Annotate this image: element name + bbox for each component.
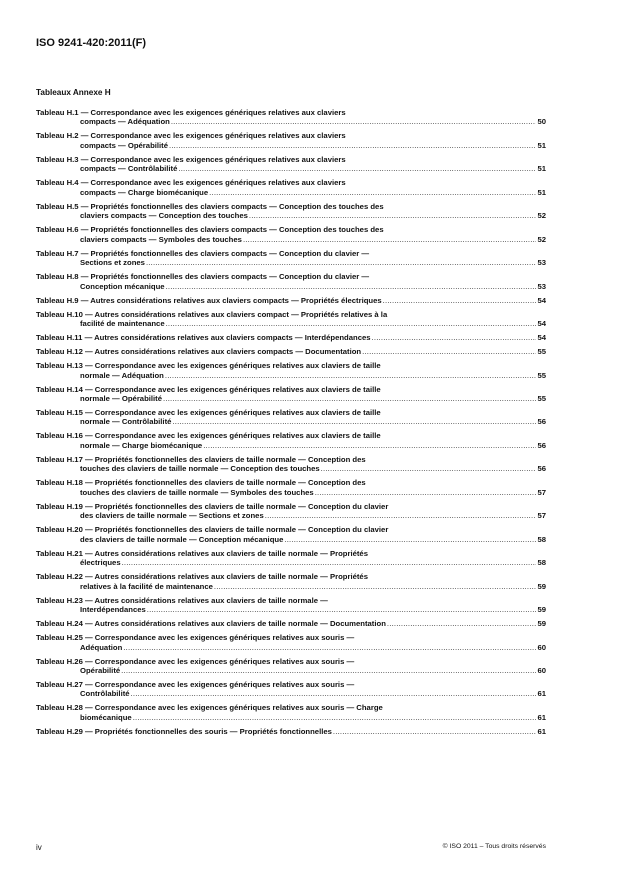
- toc-entry-text: Sections et zones: [80, 258, 145, 268]
- toc-dot-leader: [203, 441, 536, 450]
- toc-entry-title-line: Tableau H.10 — Autres considérations relatives aux claviers compact — Propriétés relatives à la: [36, 309, 388, 319]
- toc-entry-text: normale — Contrôlabilité: [80, 417, 172, 427]
- toc-page-number: 59: [537, 619, 546, 629]
- toc-entry[interactable]: [36, 202, 546, 221]
- toc-entry-final-line: [36, 727, 546, 736]
- toc-entry[interactable]: [36, 502, 546, 521]
- toc-entry-final-line: [36, 619, 546, 628]
- toc-entry[interactable]: [36, 680, 546, 699]
- toc-entry-final-line: [36, 666, 546, 675]
- toc-page-number: 52: [537, 234, 546, 244]
- toc-entry-text: claviers compacts — Symboles des touches: [80, 234, 242, 244]
- toc-dot-leader: [171, 117, 537, 126]
- toc-entry-title-line: Tableau H.4 — Correspondance avec les exigences génériques relatives aux claviers: [36, 178, 346, 188]
- toc-page-number: 55: [537, 347, 546, 357]
- toc-entry-text: touches des claviers de taille normale — Symboles des touches: [80, 487, 314, 497]
- toc-entry-final-line: [36, 713, 546, 722]
- toc-dot-leader: [209, 188, 536, 197]
- toc-entry-final-line: [36, 488, 546, 497]
- toc-entry[interactable]: [36, 225, 546, 244]
- toc-entry-title-line: Tableau H.14 — Correspondance avec les exigences génériques relatives aux claviers de taille: [36, 384, 381, 394]
- toc-entry-title-line: Tableau H.8 — Propriétés fonctionnelles des claviers compacts — Conception du clavier —: [36, 272, 370, 282]
- toc-page-number: 56: [537, 464, 546, 474]
- toc-entry-title-line: Tableau H.7 — Propriétés fonctionnelles des claviers compacts — Conception du clavier —: [36, 248, 370, 258]
- toc-entry[interactable]: [36, 296, 546, 305]
- toc-entry-final-line: [36, 511, 546, 520]
- toc-entry-title-line: Tableau H.5 — Propriétés fonctionnelles des claviers compacts — Conception des touches des: [36, 201, 384, 211]
- toc-entry[interactable]: [36, 131, 546, 150]
- toc-entry[interactable]: [36, 549, 546, 568]
- toc-page-number: 55: [537, 393, 546, 403]
- toc-dot-leader: [172, 417, 536, 426]
- toc-entry-final-line: [36, 211, 546, 220]
- toc-entry[interactable]: [36, 178, 546, 197]
- toc-page-number: 58: [537, 558, 546, 568]
- toc-dot-leader: [372, 333, 537, 342]
- toc-entry[interactable]: [36, 455, 546, 474]
- toc-entry-title-line: Tableau H.6 — Propriétés fonctionnelles des claviers compacts — Conception des touches des: [36, 225, 384, 235]
- toc-page-number: 56: [537, 417, 546, 427]
- toc-entry[interactable]: [36, 657, 546, 676]
- toc-dot-leader: [315, 488, 537, 497]
- toc-entry[interactable]: [36, 596, 546, 615]
- toc-entry-title-line: Tableau H.22 — Autres considérations relatives aux claviers de taille normale — Propriétés: [36, 572, 368, 582]
- toc-entry[interactable]: [36, 310, 546, 329]
- toc-dot-leader: [362, 347, 536, 356]
- toc-entry-title-line: Tableau H.27 — Correspondance avec les exigences génériques relatives aux souris —: [36, 679, 355, 689]
- toc-entry-text: normale — Adéquation: [80, 370, 164, 380]
- toc-entry[interactable]: [36, 727, 546, 736]
- copyright-notice: © ISO 2011 – Tous droits réservés: [442, 843, 546, 850]
- toc-entry-text: Interdépendances: [80, 605, 146, 615]
- toc-entry-final-line: [36, 319, 546, 328]
- toc-entry-final-line: [36, 417, 546, 426]
- toc-page-number: 57: [537, 487, 546, 497]
- toc-entry-title-line: Tableau H.23 — Autres considérations relatives aux claviers de taille normale —: [36, 595, 328, 605]
- toc-dot-leader: [146, 258, 537, 267]
- toc-dot-leader: [169, 141, 536, 150]
- toc-page-number: 60: [537, 642, 546, 652]
- toc-entry[interactable]: [36, 361, 546, 380]
- toc-entry-title-line: Tableau H.15 — Correspondance avec les exigences génériques relatives aux claviers de taille: [36, 407, 381, 417]
- toc-entry-final-line: [36, 582, 546, 591]
- toc-dot-leader: [147, 605, 537, 614]
- toc-entry-final-line: [36, 689, 546, 698]
- toc-page-number: 58: [537, 534, 546, 544]
- toc-entry[interactable]: [36, 347, 546, 356]
- toc-page-number: 61: [537, 712, 546, 722]
- toc-entry-final-line: [36, 164, 546, 173]
- toc-entry-final-line: [36, 296, 546, 305]
- document-id-header: ISO 9241-420:2011(F): [36, 37, 147, 49]
- toc-entry-title-line: Tableau H.28 — Correspondance avec les exigences génériques relatives aux souris — Charge: [36, 703, 383, 713]
- toc-dot-leader: [166, 319, 537, 328]
- toc-page-number: 51: [537, 187, 546, 197]
- toc-entry-final-line: [36, 535, 546, 544]
- page-number: iv: [36, 843, 42, 852]
- toc-dot-leader: [243, 235, 537, 244]
- toc-entry[interactable]: [36, 619, 546, 628]
- toc-entry-text: Conception mécanique: [80, 281, 165, 291]
- toc-entry-final-line: [36, 394, 546, 403]
- toc-dot-leader: [383, 296, 537, 305]
- toc-dot-leader: [249, 211, 537, 220]
- toc-page-number: 54: [537, 319, 546, 329]
- toc-dot-leader: [321, 464, 537, 473]
- toc-dot-leader: [165, 371, 537, 380]
- toc-entry-text: biomécanique: [80, 712, 132, 722]
- toc-entry-text: Opérabilité: [80, 665, 121, 675]
- toc-entry-title-line: Tableau H.20 — Propriétés fonctionnelles des claviers de taille normale — Conception du clavier: [36, 525, 389, 535]
- toc-entry[interactable]: [36, 155, 546, 174]
- toc-entry[interactable]: [36, 385, 546, 404]
- toc-entry-title-line: Tableau H.26 — Correspondance avec les exigences génériques relatives aux souris —: [36, 656, 355, 666]
- toc-page-number: 57: [537, 511, 546, 521]
- toc-dot-leader: [284, 535, 536, 544]
- toc-entry[interactable]: [36, 431, 546, 450]
- toc-page-number: 59: [537, 605, 546, 615]
- toc-entry-final-line: [36, 188, 546, 197]
- toc-entry-final-line: [36, 347, 546, 356]
- table-of-tables: [36, 108, 546, 741]
- toc-dot-leader: [121, 666, 536, 675]
- toc-page-number: 54: [537, 333, 546, 343]
- toc-entry-text: Tableau H.29 — Propriétés fonctionnelles des souris — Propriétés fonctionnelles: [36, 726, 332, 736]
- toc-entry-title-line: Tableau H.16 — Correspondance avec les exigences génériques relatives aux claviers de taille: [36, 431, 381, 441]
- toc-page-number: 54: [537, 295, 546, 305]
- toc-entry[interactable]: [36, 408, 546, 427]
- toc-page-number: 61: [537, 689, 546, 699]
- toc-entry-final-line: [36, 258, 546, 267]
- toc-entry-final-line: [36, 141, 546, 150]
- toc-entry-final-line: [36, 333, 546, 342]
- toc-entry-final-line: [36, 371, 546, 380]
- toc-dot-leader: [122, 558, 537, 567]
- toc-entry-final-line: [36, 643, 546, 652]
- toc-entry-final-line: [36, 441, 546, 450]
- toc-entry-text: Tableau H.11 — Autres considérations relatives aux claviers compacts — Interdépendances: [36, 333, 371, 343]
- toc-entry[interactable]: [36, 108, 546, 127]
- toc-entry[interactable]: [36, 478, 546, 497]
- toc-entry-title-line: Tableau H.21 — Autres considérations relatives aux claviers de taille normale — Propriétés: [36, 548, 368, 558]
- toc-entry-text: Contrôlabilité: [80, 689, 130, 699]
- toc-page-number: 50: [537, 117, 546, 127]
- toc-entry-final-line: [36, 117, 546, 126]
- toc-entry[interactable]: [36, 249, 546, 268]
- toc-entry-text: des claviers de taille normale — Sections et zones: [80, 511, 264, 521]
- toc-page-number: 61: [537, 726, 546, 736]
- toc-entry-text: Adéquation: [80, 642, 123, 652]
- toc-dot-leader: [214, 582, 537, 591]
- toc-entry-title-line: Tableau H.3 — Correspondance avec les exigences génériques relatives aux claviers: [36, 154, 346, 164]
- toc-entry-title-line: Tableau H.2 — Correspondance avec les exigences génériques relatives aux claviers: [36, 131, 346, 141]
- toc-dot-leader: [178, 164, 536, 173]
- toc-dot-leader: [265, 511, 537, 520]
- toc-entry-text: normale — Charge biomécanique: [80, 440, 203, 450]
- toc-dot-leader: [133, 713, 537, 722]
- toc-entry[interactable]: [36, 633, 546, 652]
- toc-entry-final-line: [36, 235, 546, 244]
- toc-entry[interactable]: [36, 525, 546, 544]
- toc-entry-final-line: [36, 282, 546, 291]
- toc-page-number: 51: [537, 164, 546, 174]
- toc-entry[interactable]: [36, 703, 546, 722]
- toc-entry-text: compacts — Adéquation: [80, 117, 170, 127]
- toc-entry-text: normale — Opérabilité: [80, 393, 163, 403]
- toc-entry-text: compacts — Contrôlabilité: [80, 164, 178, 174]
- toc-entry-text: claviers compacts — Conception des touches: [80, 211, 248, 221]
- toc-page-number: 60: [537, 665, 546, 675]
- toc-entry-final-line: [36, 464, 546, 473]
- toc-entry-text: Tableau H.24 — Autres considérations relatives aux claviers de taille normale — Documentation: [36, 619, 386, 629]
- toc-entry-text: Tableau H.12 — Autres considérations relatives aux claviers compacts — Documentation: [36, 347, 362, 357]
- toc-entry[interactable]: [36, 272, 546, 291]
- toc-entry-final-line: [36, 558, 546, 567]
- toc-page-number: 52: [537, 211, 546, 221]
- toc-entry-text: facilité de maintenance: [80, 319, 165, 329]
- toc-entry-text: compacts — Opérabilité: [80, 140, 169, 150]
- toc-entry-title-line: Tableau H.13 — Correspondance avec les exigences génériques relatives aux claviers de taille: [36, 361, 381, 371]
- toc-entry-title-line: Tableau H.17 — Propriétés fonctionnelles des claviers de taille normale — Conception des: [36, 454, 366, 464]
- toc-entry-title-line: Tableau H.25 — Correspondance avec les exigences génériques relatives aux souris —: [36, 633, 355, 643]
- toc-page-number: 51: [537, 140, 546, 150]
- toc-page-number: 59: [537, 581, 546, 591]
- toc-page-number: 53: [537, 281, 546, 291]
- toc-entry-text: touches des claviers de taille normale — Conception des touches: [80, 464, 320, 474]
- toc-entry-title-line: Tableau H.18 — Propriétés fonctionnelles des claviers de taille normale — Conception des: [36, 478, 366, 488]
- toc-page-number: 53: [537, 258, 546, 268]
- toc-dot-leader: [131, 689, 537, 698]
- toc-entry-text: Tableau H.9 — Autres considérations relatives aux claviers compacts — Propriétés électriques: [36, 295, 382, 305]
- toc-dot-leader: [163, 394, 536, 403]
- section-title: Tableaux Annexe H: [36, 88, 111, 97]
- toc-dot-leader: [387, 619, 537, 628]
- toc-page-number: 55: [537, 370, 546, 380]
- toc-dot-leader: [166, 282, 537, 291]
- toc-entry-text: électriques: [80, 558, 121, 568]
- toc-entry-text: compacts — Charge biomécanique: [80, 187, 209, 197]
- toc-page-number: 56: [537, 440, 546, 450]
- toc-entry-text: des claviers de taille normale — Conception mécanique: [80, 534, 284, 544]
- toc-entry-title-line: Tableau H.19 — Propriétés fonctionnelles des claviers de taille normale — Conception du clavier: [36, 501, 389, 511]
- toc-entry-text: relatives à la facilité de maintenance: [80, 581, 213, 591]
- toc-dot-leader: [123, 643, 536, 652]
- toc-entry-title-line: Tableau H.1 — Correspondance avec les exigences génériques relatives aux claviers: [36, 108, 346, 117]
- toc-entry[interactable]: [36, 572, 546, 591]
- toc-dot-leader: [333, 727, 537, 736]
- toc-entry-final-line: [36, 605, 546, 614]
- toc-entry[interactable]: [36, 333, 546, 342]
